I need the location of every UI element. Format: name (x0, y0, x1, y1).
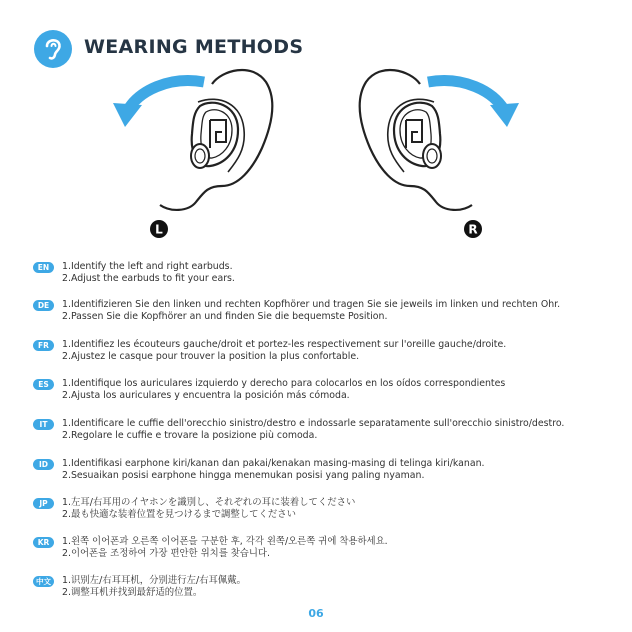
language-badge-id: ID (33, 459, 54, 470)
instruction-line: 2.Regolare le cuffie e trovare la posizione più comoda. (62, 430, 318, 441)
instruction-line: 1.왼쪽 이어폰과 오른쪽 이어폰을 구분한 후, 각각 왼쪽/오른쪽 귀에 착용하세요. (62, 536, 388, 547)
right-marker-label: R (468, 222, 478, 237)
left-marker-label: L (155, 222, 163, 237)
instruction-line: 1.Identify the left and right earbuds. (62, 261, 233, 272)
instruction-line: 2.最も快適な装着位置を見つけるまで調整してください (62, 509, 296, 520)
right-arrow-head-icon (490, 103, 519, 127)
instruction-line: 2.Ajusta los auriculares y encuentra la posición más cómoda. (62, 390, 350, 401)
language-badge-de: DE (33, 300, 54, 311)
instruction-line: 1.Identifizieren Sie den linken und rechten Kopfhörer und tragen Sie sie jeweils im linken und rechten Ohr. (62, 299, 561, 310)
language-badge-jp: JP (33, 498, 54, 509)
left-earbud-icon (191, 103, 238, 168)
language-badge-kr: KR (33, 537, 54, 548)
instruction-line: 2.Passen Sie die Kopfhörer an und finden Sie die bequemste Position. (62, 311, 388, 322)
instruction-line: 1.识别左/右耳耳机，分别进行左/右耳佩戴。 (62, 575, 247, 586)
page-title: WEARING METHODS (84, 36, 304, 58)
instruction-line: 1.Identifique los auriculares izquierdo y derecho para colocarlos en los oídos correspondientes (62, 378, 506, 389)
instruction-line: 1.Identificare le cuffie dell'orecchio sinistro/destro e indossarle separatamente sull'orecchio sinistro/destro. (62, 418, 565, 429)
instruction-line: 2.调整耳机并找到最舒适的位置。 (62, 587, 203, 598)
instruction-line: 1.左耳/右耳用のイヤホンを識別し、それぞれの耳に装着してください (62, 497, 356, 508)
instruction-line: 2.Adjust the earbuds to fit your ears. (62, 273, 235, 284)
left-arrow-head-icon (113, 103, 142, 127)
language-badge-it: IT (33, 419, 54, 430)
instruction-line: 2.이어폰을 조정하여 가장 편안한 위치를 찾습니다. (62, 548, 270, 559)
right-ear-diagram (360, 70, 519, 238)
instruction-line: 2.Sesuaikan posisi earphone hingga menemukan posisi yang paling nyaman. (62, 470, 425, 481)
language-badge-zh: 中文 (33, 576, 54, 587)
instruction-line: 2.Ajustez le casque pour trouver la position la plus confortable. (62, 351, 360, 362)
right-earbud-icon (394, 103, 441, 168)
page-number: 06 (308, 607, 324, 620)
language-badge-fr: FR (33, 340, 54, 351)
left-ear-diagram (113, 70, 272, 238)
wearing-illustration (0, 60, 632, 250)
language-badge-es: ES (33, 379, 54, 390)
instruction-line: 1.Identifikasi earphone kiri/kanan dan pakai/kenakan masing-masing di telinga kiri/kanan. (62, 458, 485, 469)
language-badge-en: EN (33, 262, 54, 273)
instruction-line: 1.Identifiez les écouteurs gauche/droit et portez-les respectivement sur l'oreille gauche/droite. (62, 339, 507, 350)
